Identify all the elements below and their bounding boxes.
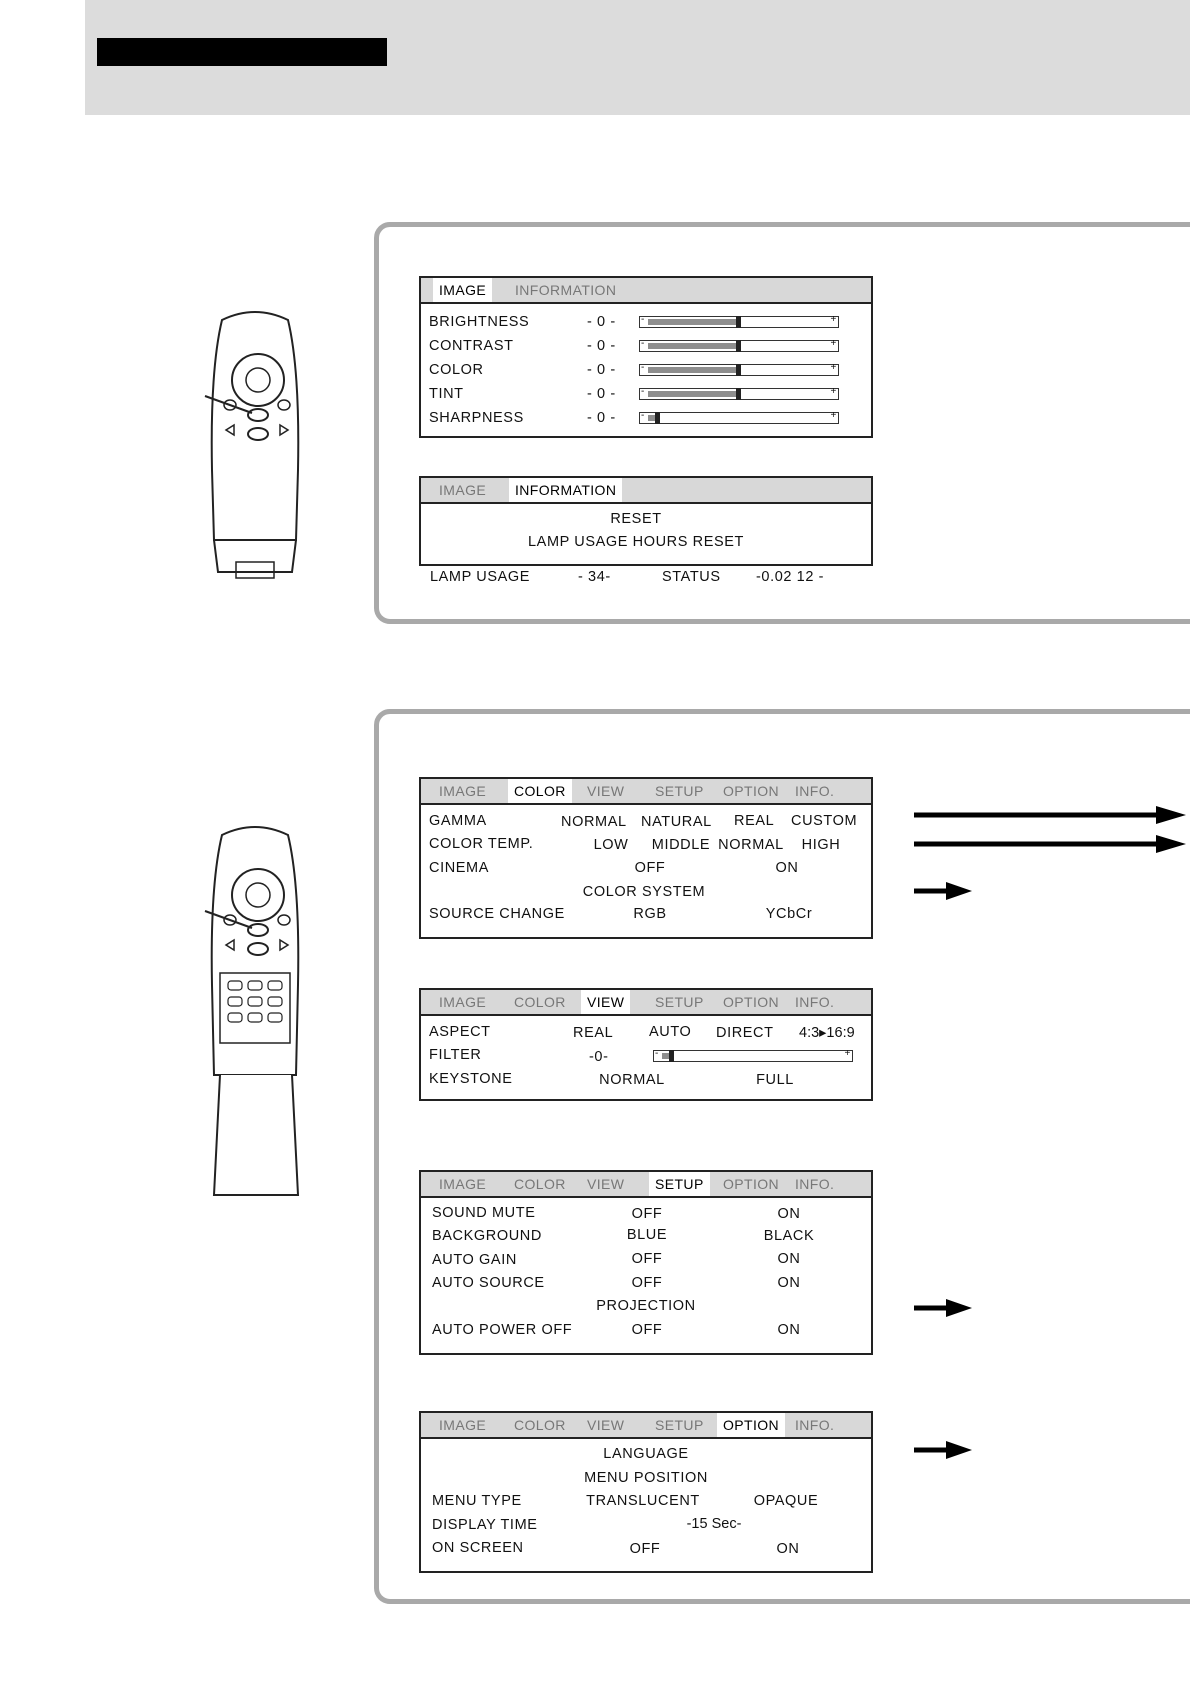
view-menu	[419, 988, 873, 1101]
background-option-blue[interactable]: BLUE	[626, 1227, 668, 1243]
slider-thumb[interactable]	[669, 1050, 674, 1062]
on-screen-option-off[interactable]: OFF	[629, 1541, 661, 1557]
projection-item[interactable]: PROJECTION	[596, 1298, 696, 1314]
auto-power-off-option-off[interactable]: OFF	[631, 1322, 663, 1338]
aspect-label: ASPECT	[429, 1024, 491, 1040]
display-time-value: -15 Sec-	[686, 1516, 742, 1532]
tab-info[interactable]: INFO.	[795, 1176, 835, 1192]
tab-info[interactable]: INFO.	[795, 783, 835, 799]
tab-info[interactable]: INFO.	[795, 1417, 835, 1433]
auto-source-option-off[interactable]: OFF	[631, 1275, 663, 1291]
arrow-right-icon	[912, 835, 1190, 853]
tint-label: TINT	[429, 386, 464, 402]
remote-control-illustration	[200, 310, 310, 585]
tab-image[interactable]: IMAGE	[439, 994, 487, 1010]
color-menu	[419, 777, 873, 939]
tab-image[interactable]: IMAGE	[439, 1176, 487, 1192]
information-menu-tabs	[421, 478, 871, 504]
menu-type-option-opaque[interactable]: OPAQUE	[753, 1493, 819, 1509]
slider-thumb[interactable]	[736, 340, 741, 352]
source-change-label: SOURCE CHANGE	[429, 906, 565, 922]
setup-menu	[419, 1170, 873, 1355]
contrast-label: CONTRAST	[429, 338, 514, 354]
aspect-option-4-3-16-9[interactable]: 4:3▸16:9	[799, 1025, 855, 1041]
on-screen-label: ON SCREEN	[432, 1540, 524, 1556]
sound-mute-option-on[interactable]: ON	[777, 1206, 801, 1222]
tab-view[interactable]: VIEW	[587, 1176, 625, 1192]
tab-view[interactable]: VIEW	[587, 1417, 625, 1433]
tab-setup[interactable]: SETUP	[649, 1172, 710, 1196]
brightness-value: - 0 -	[587, 314, 616, 330]
lamp-usage-value: - 34-	[578, 569, 611, 585]
tab-color[interactable]: COLOR	[514, 1417, 566, 1433]
image-menu	[419, 276, 873, 438]
color-temp-option-normal[interactable]: NORMAL	[718, 837, 784, 853]
slider-thumb[interactable]	[736, 364, 741, 376]
color-value: - 0 -	[587, 362, 616, 378]
tab-option[interactable]: OPTION	[723, 1176, 780, 1192]
tab-option[interactable]: OPTION	[717, 1413, 785, 1437]
setup-menu-tabs	[421, 1172, 871, 1198]
tab-option[interactable]: OPTION	[723, 783, 780, 799]
display-time-label: DISPLAY TIME	[432, 1517, 538, 1533]
aspect-option-direct[interactable]: DIRECT	[716, 1025, 774, 1041]
tab-image[interactable]: IMAGE	[433, 278, 492, 302]
aspect-option-auto[interactable]: AUTO	[649, 1024, 692, 1040]
brightness-slider[interactable]: - +	[639, 316, 839, 328]
tint-value: - 0 -	[587, 386, 616, 402]
filter-value: -0-	[589, 1049, 609, 1065]
tint-slider[interactable]: - +	[639, 388, 839, 400]
cinema-option-on[interactable]: ON	[775, 860, 799, 876]
tab-image[interactable]: IMAGE	[439, 482, 487, 498]
sharpness-label: SHARPNESS	[429, 410, 524, 426]
arrow-right-icon	[912, 1299, 974, 1317]
keystone-option-full[interactable]: FULL	[756, 1072, 794, 1088]
tab-info[interactable]: INFO.	[795, 994, 835, 1010]
tab-image[interactable]: IMAGE	[439, 783, 487, 799]
menu-type-label: MENU TYPE	[432, 1493, 522, 1509]
contrast-slider[interactable]: - +	[639, 340, 839, 352]
arrow-right-icon	[912, 806, 1190, 824]
source-change-option-rgb[interactable]: RGB	[633, 906, 667, 922]
menu-type-option-translucent[interactable]: TRANSLUCENT	[586, 1493, 700, 1509]
gamma-option-real[interactable]: REAL	[734, 813, 775, 829]
view-menu-tabs	[421, 990, 871, 1016]
sharpness-value: - 0 -	[587, 410, 616, 426]
lamp-usage-label: LAMP USAGE	[430, 569, 531, 585]
auto-source-label: AUTO SOURCE	[432, 1275, 545, 1291]
color-system-item[interactable]: COLOR SYSTEM	[582, 884, 706, 900]
auto-power-off-label: AUTO POWER OFF	[432, 1322, 573, 1338]
keystone-option-normal[interactable]: NORMAL	[599, 1072, 665, 1088]
color-label: COLOR	[429, 362, 484, 378]
slider-thumb[interactable]	[736, 316, 741, 328]
sound-mute-label: SOUND MUTE	[432, 1205, 536, 1221]
gamma-label: GAMMA	[429, 813, 487, 829]
source-change-option-ycbcr[interactable]: YCbCr	[765, 906, 813, 922]
lamp-usage-hours-reset-item[interactable]: LAMP USAGE HOURS RESET	[528, 534, 744, 550]
on-screen-option-on[interactable]: ON	[776, 1541, 800, 1557]
slider-thumb[interactable]	[736, 388, 741, 400]
background-label: BACKGROUND	[432, 1228, 542, 1244]
tab-image[interactable]: IMAGE	[439, 1417, 487, 1433]
tab-view[interactable]: VIEW	[581, 990, 630, 1014]
background-option-black[interactable]: BLACK	[763, 1228, 815, 1244]
header-title-bar	[97, 38, 387, 66]
tab-color[interactable]: COLOR	[508, 779, 572, 803]
auto-source-option-on[interactable]: ON	[777, 1275, 801, 1291]
auto-gain-option-on[interactable]: ON	[777, 1251, 801, 1267]
color-temp-option-high[interactable]: HIGH	[801, 837, 841, 853]
tab-setup[interactable]: SETUP	[655, 1417, 704, 1433]
remote-control-open-illustration	[200, 825, 310, 1205]
sound-mute-option-off[interactable]: OFF	[631, 1206, 663, 1222]
cinema-option-off[interactable]: OFF	[634, 860, 666, 876]
arrow-right-icon	[912, 882, 974, 900]
cinema-label: CINEMA	[429, 860, 489, 876]
auto-gain-option-off[interactable]: OFF	[631, 1251, 663, 1267]
image-menu-tabs	[421, 278, 871, 304]
auto-power-off-option-on[interactable]: ON	[777, 1322, 801, 1338]
information-menu	[419, 476, 873, 566]
menu-position-item[interactable]: MENU POSITION	[584, 1470, 708, 1486]
tab-information[interactable]: INFORMATION	[515, 282, 617, 298]
brightness-label: BRIGHTNESS	[429, 314, 530, 330]
color-temp-label: COLOR TEMP.	[429, 836, 534, 852]
gamma-option-normal[interactable]: NORMAL	[561, 814, 627, 830]
auto-gain-label: AUTO GAIN	[432, 1252, 517, 1268]
keystone-label: KEYSTONE	[429, 1071, 513, 1087]
arrow-right-icon	[912, 1441, 974, 1459]
option-menu-tabs	[421, 1413, 871, 1439]
gamma-option-custom[interactable]: CUSTOM	[791, 813, 858, 829]
tab-view[interactable]: VIEW	[587, 783, 625, 799]
reset-item[interactable]: RESET	[610, 511, 662, 527]
aspect-option-real[interactable]: REAL	[573, 1025, 614, 1041]
gamma-option-natural[interactable]: NATURAL	[641, 814, 712, 830]
filter-label: FILTER	[429, 1047, 482, 1063]
tab-setup[interactable]: SETUP	[655, 994, 704, 1010]
color-slider[interactable]: - +	[639, 364, 839, 376]
sharpness-slider[interactable]: - +	[639, 412, 839, 424]
option-menu	[419, 1411, 873, 1573]
tab-information[interactable]: INFORMATION	[509, 478, 622, 502]
status-label: STATUS	[662, 569, 721, 585]
tab-option[interactable]: OPTION	[723, 994, 780, 1010]
color-temp-option-low[interactable]: LOW	[593, 837, 629, 853]
contrast-value: - 0 -	[587, 338, 616, 354]
slider-thumb[interactable]	[655, 412, 660, 424]
tab-color[interactable]: COLOR	[514, 1176, 566, 1192]
color-menu-tabs	[421, 779, 871, 805]
color-temp-option-middle[interactable]: MIDDLE	[651, 837, 711, 853]
tab-setup[interactable]: SETUP	[655, 783, 704, 799]
filter-slider[interactable]: - +	[653, 1050, 853, 1062]
status-value: -0.02 12 -	[756, 569, 825, 585]
language-item[interactable]: LANGUAGE	[603, 1446, 689, 1462]
tab-color[interactable]: COLOR	[514, 994, 566, 1010]
